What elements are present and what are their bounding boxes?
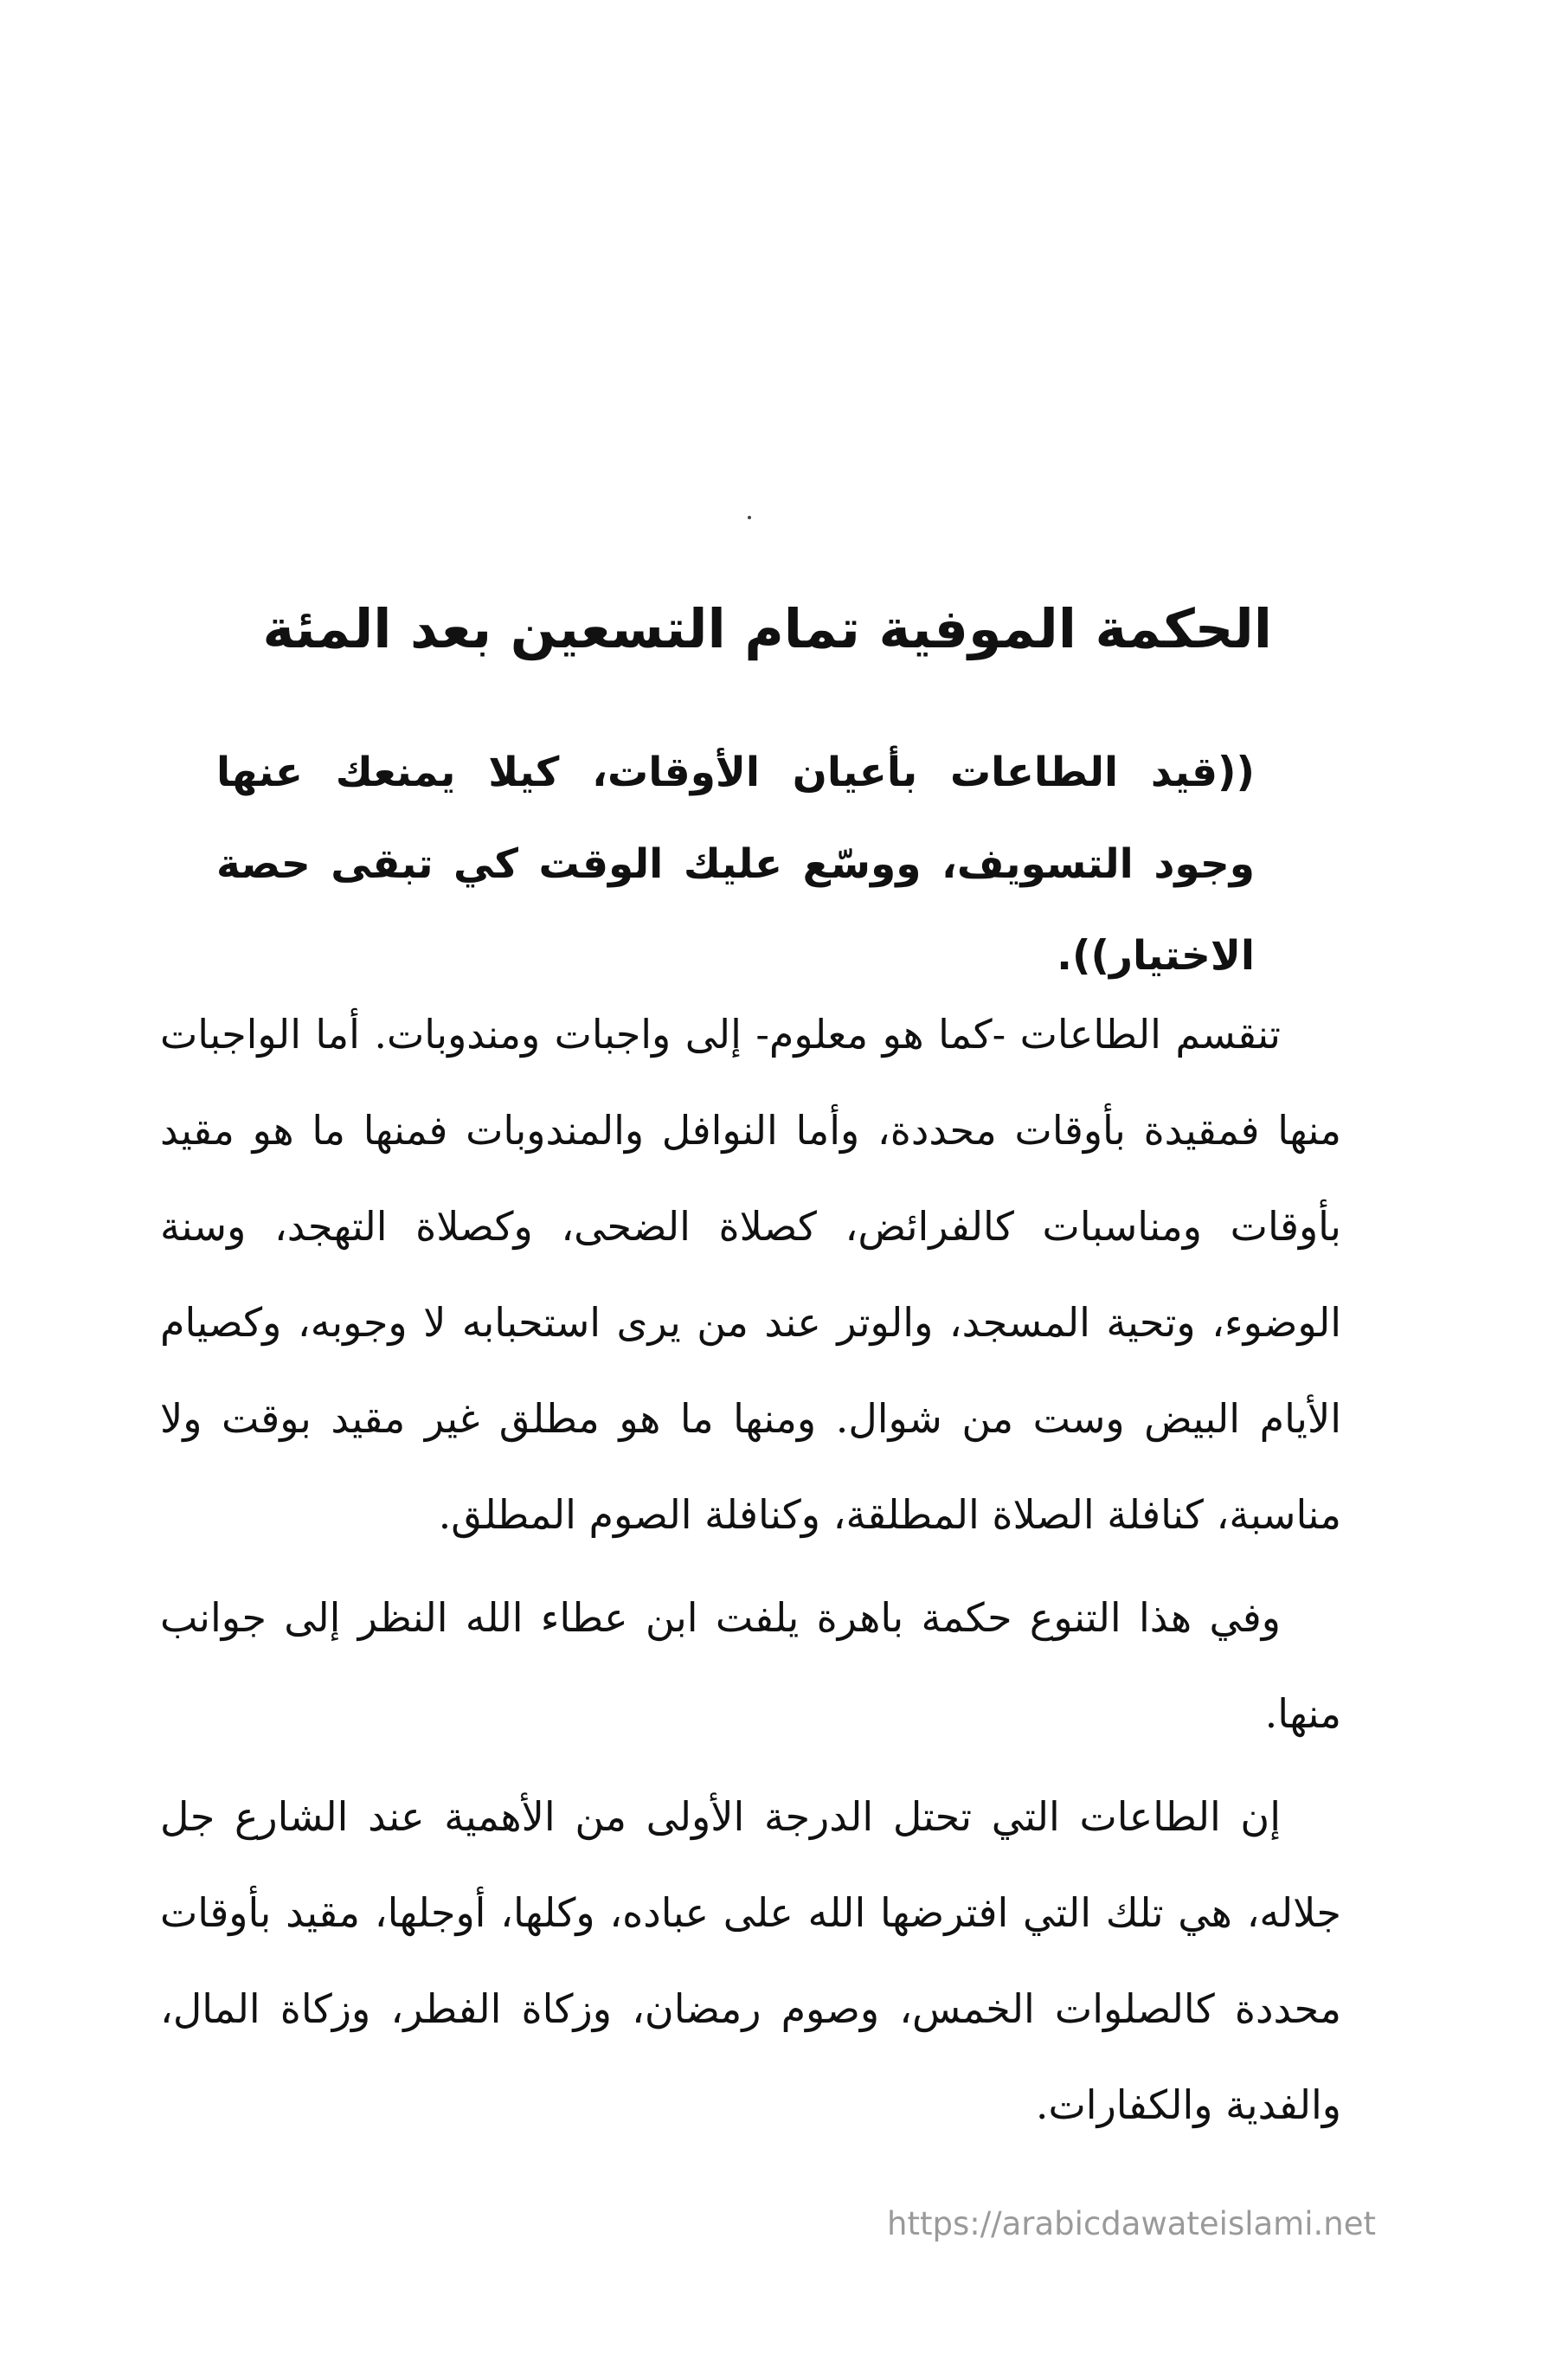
aphorism-quote: ((قيد الطاعات بأعيان الأوقات، كيلا يمنعك عنها وجود التسويف، ووسّع عليك الوقت كي تبقى حصة الاختيار)). [216, 749, 1255, 980]
paragraph-3: إن الطاعات التي تحتل الدرجة الأولى من الأهمية عند الشارع جل جلاله، هي تلك التي افترضها الله على عباده، وكلها، أوجلها، مقيد بأوقات محددة كالصلوات الخمس، وصوم رمضان، وزكاة الفطر، وزكاة المال، والفدية والكفارات. [160, 1793, 1341, 2128]
paragraph-1: تنقسم الطاعات -كما هو معلوم- إلى واجبات ومندوبات. أما الواجبات منها فمقيدة بأوقات محددة، وأما النوافل والمندوبات فمنها ما هو مقيد بأوقات ومناسبات كالفرائض، كصلاة الضحى، وكصلاة التهجد، وسنة الوضوء، وتحية المسجد، والوتر عند من يرى استحبابه لا وجوبه، وكصيام الأيام البيض وست من شوال. ومنها ما هو مطلق غير مقيد بوقت ولا مناسبة، كنافلة الصلاة المطلقة، وكنافلة الصوم المطلق. [160, 1011, 1341, 1538]
paragraph-2: وفي هذا التنوع حكمة باهرة يلفت ابن عطاء الله النظر إلى جوانب منها. [160, 1594, 1341, 1737]
source-watermark: https://arabicdawateislami.net [887, 2205, 1376, 2242]
commentary-body [160, 987, 1341, 2160]
scan-speck [748, 516, 751, 519]
page-title: الحكمة الموفية تمام التسعين بعد المئة [262, 596, 1272, 660]
